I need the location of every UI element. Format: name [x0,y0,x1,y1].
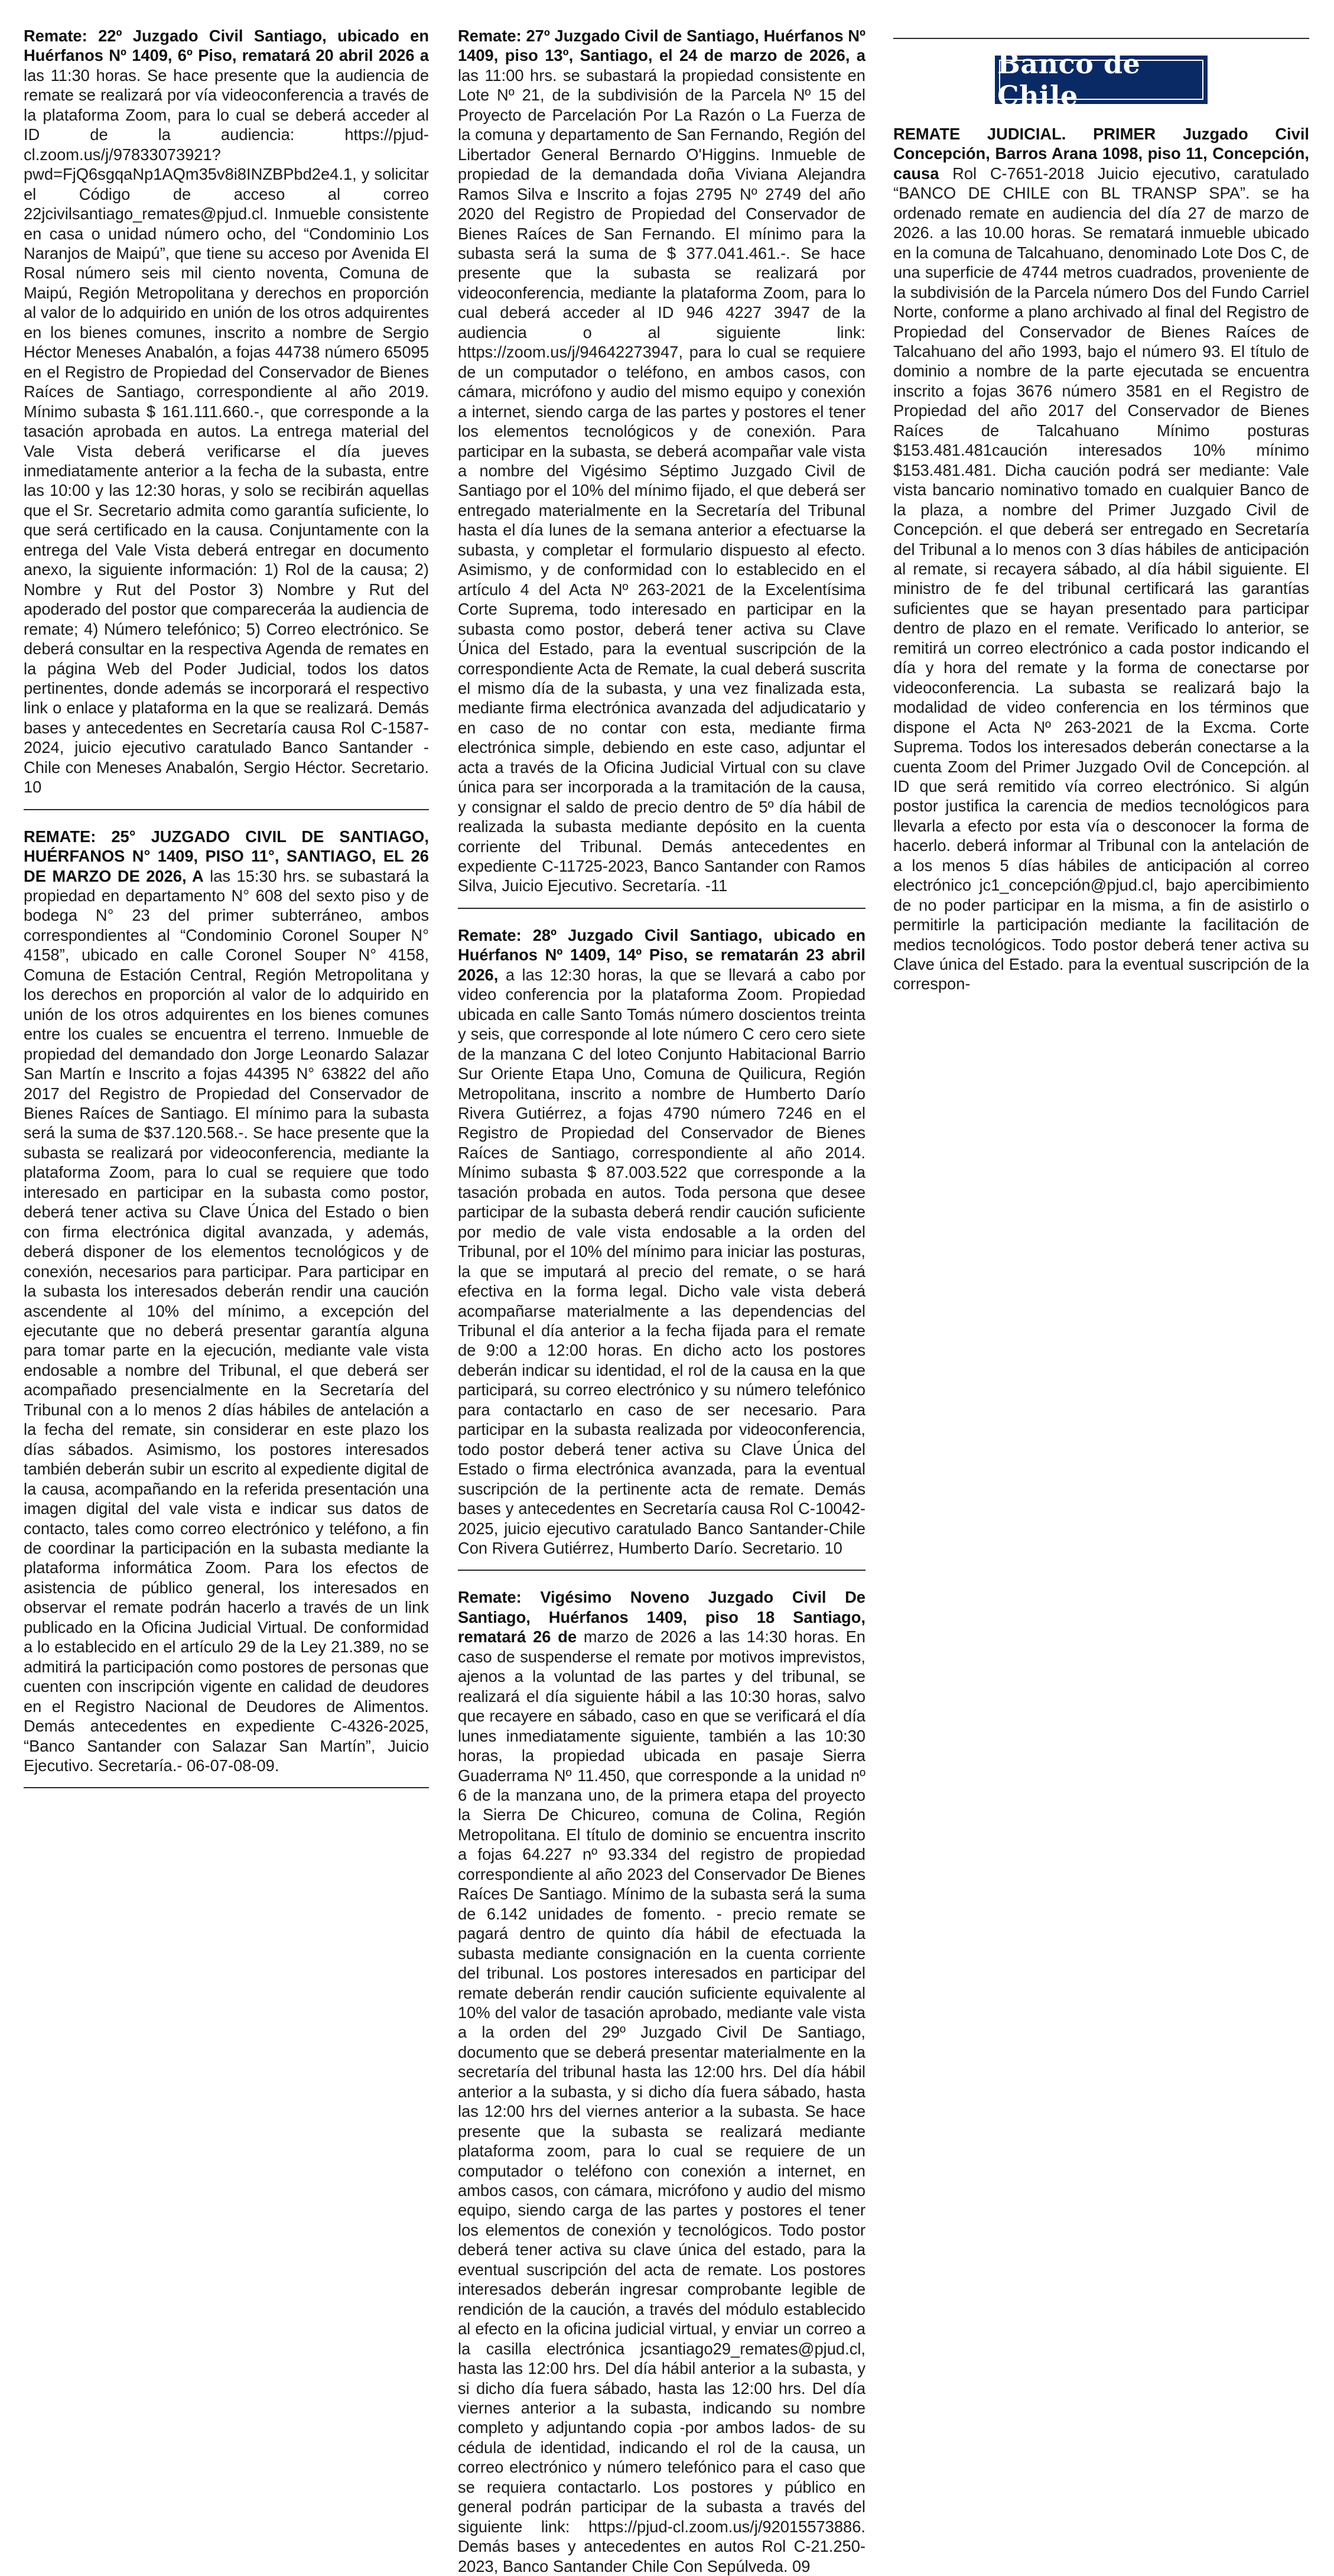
notice-heading: Remate: 27º Juzgado Civil de Santiago, Huérfanos Nº 1409, piso 13º, Santiago, el 24 de marzo de 2026, a [458,27,866,65]
notice-heading: REMATE JUDICIAL. PRIMER Juzgado Civil Concepción, Barros Arana 1098, piso 11, Concepción, causa [893,125,1309,183]
notice-body: las 11:00 hrs. se subastará la propiedad consistente en Lote Nº 21, de la subdivisión de la Parcela Nº 15 del Proyecto de Parcelación Por La Razón o La Fuerza de la comuna y departamento de San Fernando, Región del Libertador General Bernardo O'Higgins. Inmueble de propiedad de la demandada doña Viviana Alejandra Ramos Silva e Inscrito a fojas 2795 Nº 2749 del año 2020 del Registro de Propiedad del Conservador de Bienes Raíces de San Fernando. El mínimo para la subasta será la suma de $ 377.041.461.-. Se hace presente que la subasta se realizará por videoconferencia, mediante la plataforma Zoom, para lo cual deberá acceder al ID 946 4227 3947 de la audiencia o al siguiente link: https://zoom.us/j/94642273947, para lo cual se requiere de un computador o teléfono, en ambos casos, con cámara, micrófono y audio del mismo equipo y conexión a internet, siendo carga de las partes y postores el tener los elementos tecnológicos y de conexión. Para participar en la subasta, se deberá acompañar vale vista a nombre del Vigésimo Séptimo Juzgado Civil de Santiago por el 10% del mínimo fijado, el que deberá ser entregado materialmente en la Secretaría del Tribunal hasta el día lunes de la semana anterior a efectuarse la subasta, y completar el formulario dispuesto al efecto. Asimismo, y de conformidad con lo establecido en el artículo 4 del Acta Nº 263-2021 de la Excelentísima Corte Suprema, todo interesado en participar en la subasta como postor, deberá tener activa su Clave Única del Estado, para la eventual suscripción de la correspondiente Acta de Remate, la cual deberá suscrita el mismo día de la subasta, y una vez finalizada esta, mediante firma electrónica avanzada del adjudicatario y en caso de no contar con esta, mediante firma electrónica simple, debiendo en este caso, adjuntar el acta a través de la Oficina Judicial Virtual con su clave única para ser incorporada a la tramitación de la causa, y consignar el saldo de precio dentro de 5º día hábil de realizada la subasta mediante depósito en la cuenta corriente del Tribunal. Demás antecedentes en expediente C-11725-2023, Banco Santander con Ramos Silva, Juicio Ejecutivo. Secretaría. -11 [458,66,866,895]
divider [458,908,866,909]
notice-body: Rol C-7651-2018 Juicio ejecutivo, caratulado “BANCO DE CHILE con BL TRANSP SPA”. se ha ordenado remate en audiencia del día 27 de marzo de 2026. a las 10.00 horas. Se rematará inmueble ubicado en la comuna de Talcahuano, denominado Lote Dos C, de una superficie de 4744 metros cuadrados, proveniente de la subdivisión de la Parcela número Dos del Fundo Carriel Norte, conforme a plano archivado al final del Registro de Propiedad del Conservador de Bienes Raíces de Talcahuano del año 1993, bajo el número 93. El título de dominio a nombre de la parte ejecutada se encuentra inscrito a fojas 3676 número 3581 en el Registro de Propiedad del año 2017 del Conservador de Bienes Raíces de Talcahuano Mínimo posturas $153.481.481caución interesados 10% mínimo $153.481.481. Dicha caución podrá ser mediante: Vale vista bancario nominativo tomado en cualquier Banco de la plaza, a nombre del Primer Juzgado Civil de Concepción. el que deberá ser entregado en Secretaría del Tribunal a lo menos con 3 días hábiles de anticipación al remate, si recayera sábado, al día hábil siguiente. El ministro de fe del tribunal certificará las garantías suficientes que se hayan presentado para participar dentro de plazo en el remate. Verificado lo anterior, se remitirá un correo electrónico a cada postor indicando el día y hora del remate y la forma de conectarse por videoconferencia. La subasta se realizará bajo la modalidad de video conferencia en los términos que dispone el Acta Nº 263-2021 de la Excma. Corte Suprema. Todos los interesados deberán conectarse a la cuenta Zoom del Primer Juzgado Ovil de Concepción. al ID que será remitido vía correo electrónico. Si algún postor justifica la carencia de medios tecnológicos para llevarla a efecto por esta vía o desconocer la forma de hacerlo. deberá informar al Tribunal con la antelación de a los menos 5 días hábiles de anticipación al correo electrónico jc1_concepción@pjud.cl, bajo apercibimiento de no poder participar en la misma, a fin de asistirlo o permitirle la participación mediante la facilitación de medios tecnológicos. Todo postor deberá tener activa su Clave única del Estado. para la eventual suscripción de la correspon- [893,164,1310,993]
notice-29-juzgado-civil [458,1587,866,2576]
divider [24,1787,429,1788]
notice-25-juzgado-civil [24,827,429,1776]
notice-body: a las 12:30 horas, la que se llevará a cabo por video conferencia por la plataforma Zoom. Propiedad ubicada en calle Santo Tomás número doscientos treinta y seis, que corresponde al lote número C cero cero siete de la manzana C del loteo Conjunto Habitacional Barrio Sur Oriente Etapa Uno, Comuna de Quilicura, Región Metropolitana, inscrito a nombre de Humberto Darío Rivera Gutiérrez, a fojas 4790 número 7246 en el Registro de Propiedad del Conservador de Bienes Raíces de Santiago, correspondiente al año 2014. Mínimo subasta $ 87.003.522 que corresponde a la tasación probada en autos. Toda persona que desee participar de la subasta deberá rendir caución suficiente por medio de vale vista endosable a la orden del Tribunal, por el 10% del mínimo para iniciar las posturas, la que se imputará al precio del remate, o se hará efectiva en la forma legal. Dicho vale vista deberá acompañarse materialmente a las dependencias del Tribunal el día anterior a la fecha fijada para el remate de 9:00 a 12:00 horas. En dicho acto los postores deberán indicar su identidad, el rol de la causa en la que participará, su correo electrónico y su número telefónico para contactarlo en caso de ser necesario. Para participar en la subasta realizada por videoconferencia, todo postor deberá tener activa su Clave Única del Estado o firma electrónica avanzada, para la eventual suscripción de la pertinente acta de remate. Demás bases y antecedentes en Secretaría causa Rol C-10042-2025, juicio ejecutivo caratulado Banco Santander-Chile Con Rivera Gutiérrez, Humberto Darío. Secretario. 10 [458,965,866,1557]
banco-de-chile-logo [893,48,1309,112]
divider [458,1570,866,1571]
divider [24,809,429,810]
notice-heading: Remate: 28º Juzgado Civil Santiago, ubicado en Huérfanos Nº 1409, 14º Piso, se rematarán 23 abril 2026, [458,925,866,984]
notice-body: marzo de 2026 a las 14:30 horas. En caso de suspenderse el remate por motivos imprevistos, ajenos a la voluntad de las partes y del tribunal, se realizará el día siguiente hábil a las 10:30 horas, salvo que recayere en sábado, caso en que se verificará el día lunes inmediatamente siguiente, también a las 10:30 horas, la propiedad ubicada en pasaje Sierra Guaderrama Nº 11.450, que corresponde a la unidad nº 6 de la manzana uno, de la primera etapa del proyecto la Sierra De Chicureo, comuna de Colina, Región Metropolitana. El título de dominio se encuentra inscrito a fojas 64.227 nº 93.334 del registro de propiedad correspondiente al año 2023 del Conservador De Bienes Raíces De Santiago. Mínimo de la subasta será la suma de 6.142 unidades de fomento. - precio remate se pagará dentro de quinto día hábil de efectuada la subasta mediante consignación en la cuenta corriente del tribunal. Los postores interesados en participar del remate deberán rendir caución suficiente equivalente al 10% del valor de tasación aprobado, mediante vale vista a la orden del 29º Juzgado Civil De Santiago, documento que se deberá presentar materialmente en la secretaría del tribunal hasta las 12:00 hrs. Del día hábil anterior a la subasta, y si dicho día fuera sábado, hasta las 12:00 hrs del viernes anterior a la subasta. Se hace presente que la subasta se realizará mediante plataforma zoom, para lo cual se requiere de un computador o teléfono con conexión a internet, en ambos casos, con cámara, micrófono y audio del mismo equipo, siendo carga de las partes y postores el tener los elementos de conexión y tecnológicos. Todo postor deberá tener activa su clave única del estado, para la eventual suscripción del acta de remate. Los postores interesados deberán ingresar comprobante legible de rendición de la caución, a través del módulo establecido al efecto en la oficina judicial virtual, y enviar un correo a la casilla electrónica jcsantiago29_remates@pjud.cl, hasta las 12:00 hrs. Del día hábil anterior a la subasta, y si dicho día fuera sábado, hasta las 12:00 hrs. Del día viernes anterior a la subasta, indicando su nombre completo y adjuntando copia -por ambos lados- de su cédula de identidad, indicando el rol de la causa, un correo electrónico y número telefónico para el caso que se requiera contactarlo. Los postores y público en general podrán participar de la subasta a través del siguiente link: https://pjud-cl.zoom.us/j/92015573886. Demás bases y antecedentes en autos Rol C-21.250-2023, Banco Santander Chile Con Sepúlveda. 09 [458,1628,866,2575]
notice-27-juzgado-civil [458,26,866,896]
column-3 [893,26,1309,994]
notice-primer-juzgado-concepcion [893,124,1309,994]
notice-22-juzgado-civil [24,26,429,797]
column-1 [24,26,429,1805]
notice-body: las 15:30 hrs. se subastará la propiedad en departamento N° 608 del sexto piso y de bodega N° 23 del primer subterráneo, ambos correspondientes al “Condominio Coronel Souper N° 4158”, ubicado en calle Coronel Souper N° 4158, Comuna de Estación Central, Región Metropolitana y los derechos en proporción al valor de lo adquirido en unión de los otros adquirentes en los bienes comunes entre los cuales se encuentra el terreno. Inmueble de propiedad del demandado don Jorge Leonardo Salazar San Martín e Inscrito a fojas 44395 N° 63822 del año 2017 del Registro de Propiedad del Conservador de Bienes Raíces de Santiago. El mínimo para la subasta será la suma de $37.120.568.-. Se hace presente que la subasta se realizará por videoconferencia, mediante la plataforma Zoom, para lo cual se requiere que todo interesado en participar en la subasta como postor, deberá tener activa su Clave Única del Estado o bien con firma electrónica digital avanzada, y además, deberá disponer de los elementos tecnológicos y de conexión, necesarios para participar. Para participar en la subasta los interesados deberán rendir una caución ascendente al 10% del mínimo, a excepción del ejecutante que no deberá presentar garantía alguna para tomar parte en la ejecución, mediante vale vista endosable a nombre del Tribunal, el que deberá ser acompañado presencialmente en la Secretaría del Tribunal con a lo menos 2 días hábiles de antelación a la fecha del remate, sin considerar en este plazo los días sábados. Asimismo, los postores interesados también deberán subir un escrito al expediente digital de la causa, acompañando en la referida presentación una imagen digital del vale vista e indicar sus datos de contacto, tales como correo electrónico y teléfono, a fin de coordinar la participación en la subasta mediante la plataforma informática Zoom. Para los efectos de asistencia de público general, los interesados en observar el remate podrán hacerlo a través de un link publicado en la Oficina Judicial Virtual. De conformidad a lo establecido en el artículo 29 de la Ley 21.389, no se admitirá la participación como postores de personas que cuenten con inscripción vigente en calidad de deudores en el Registro Nacional de Deudores de Alimentos. Demás antecedentes en expediente C-4326-2025, “Banco Santander con Salazar San Martín”, Juicio Ejecutivo. Secretaría.- 06-07-08-09. [24,866,429,1775]
notice-heading: Remate: Vigésimo Noveno Juzgado Civil De Santiago, Huérfanos 1409, piso 18 Santiago, rematará 26 de [458,1588,866,1646]
notice-body: las 11:30 horas. Se hace presente que la audiencia de remate se realizará por vía videoconferencia a través de la plataforma Zoom, para lo cual se deberá acceder al ID de la audiencia: https://pjud-cl.zoom.us/j/97833073921?pwd=FjQ6sgqaNp1AQm35v8i8INZBPbd2e4.1, y solicitar el Código de acceso al correo 22jcivilsantiago_remates@pjud.cl. Inmueble consistente en casa o unidad número ocho, del “Condominio Los Naranjos de Maipú”, que tiene su acceso por Avenida El Rosal número seis mil ciento noventa, Comuna de Maipú, Región Metropolitana y derechos en proporción al valor de lo adquirido en unión de los otros adquirentes en los bienes comunes, inscrito a nombre de Sergio Héctor Meneses Anabalón, a fojas 44738 número 65095 en el Registro de Propiedad del Conservador de Bienes Raíces de Santiago, correspondiente al año 2019. Mínimo subasta $ 161.111.660.-, que corresponde a la tasación aprobada en autos. La entrega material del Vale Vista deberá verificarse el día jueves inmediatamente anterior a la fecha de la subasta, entre las 10:00 y las 12:30 horas, y solo se recibirán aquellas que el Sr. Secretario admita como garantía suficiente, lo que será certificado en la causa. Conjuntamente con la entrega del Vale Vista deberá entregar en documento anexo, la siguiente información: 1) Rol de la causa; 2) Nombre y Rut del Postor 3) Nombre y Rut del apoderado del postor que compareceráa la audiencia de remate; 4) Número telefónico; 5) Correo electrónico. Se deberá consultar en la respectiva Agenda de remates en la página Web del Poder Judicial, todos los datos pertinentes, donde además se incorporará el respectivo link o enlace y plataforma en la que se realizará. Demás bases y antecedentes en Secretaría causa Rol C-1587-2024, juicio ejecutivo caratulado Banco Santander - Chile con Meneses Anabalón, Sergio Héctor. Secretario. 10 [24,66,429,797]
column-2 [458,26,866,2576]
notice-heading: REMATE: 25° JUZGADO CIVIL DE SANTIAGO, HUÉRFANOS N° 1409, PISO 11°, SANTIAGO, EL 26 DE MARZO DE 2026, A [24,827,429,885]
divider [893,38,1309,39]
notice-heading: Remate: 22º Juzgado Civil Santiago, ubicado en Huérfanos Nº 1409, 6º Piso, rematará 20 abril 2026 a [24,27,429,65]
logo-text: Banco de Chile [997,48,1141,112]
notice-28-juzgado-civil [458,925,866,1558]
logo-badge [995,48,1208,112]
